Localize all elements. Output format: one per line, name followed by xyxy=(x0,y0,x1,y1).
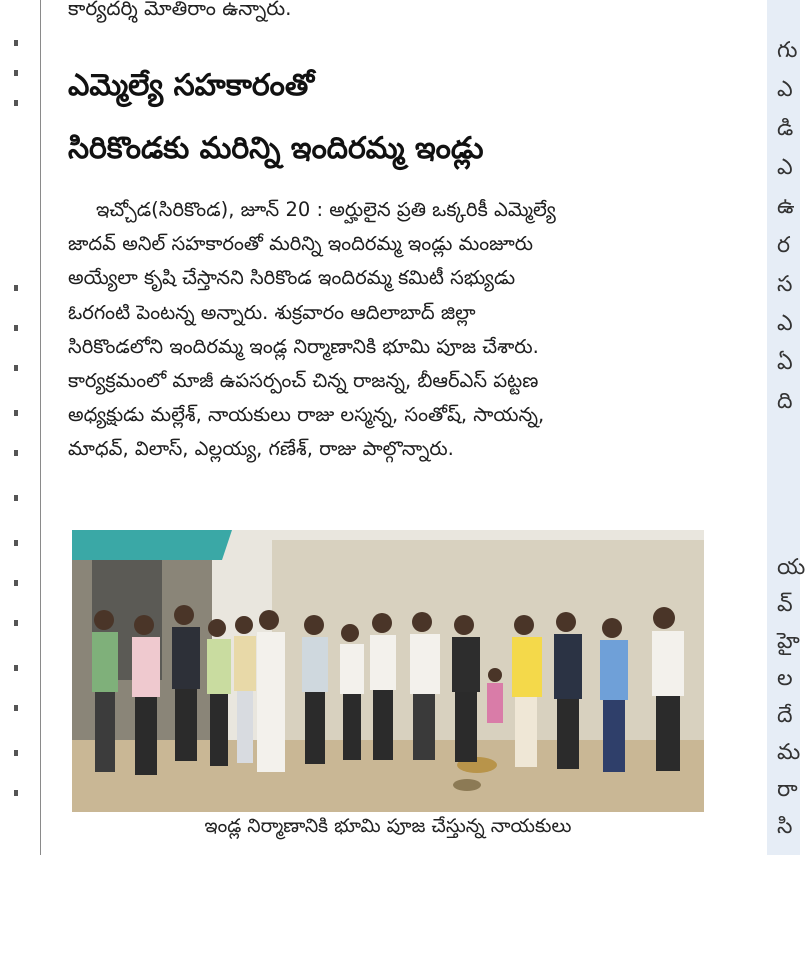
adjacent-fragment: ర xyxy=(777,233,791,258)
adjacent-fragment: వ్ xyxy=(777,592,793,617)
body-line: ఓరగంటి పెంటన్న అన్నారు. శుక్రవారం ఆదిలాబాద్ జిల్లా xyxy=(68,300,476,324)
previous-article-tail: కార్యదర్శి మోతిరాం ఉన్నారు. xyxy=(68,0,292,20)
adjacent-fragment: డి xyxy=(777,116,794,141)
body-line: అధ్యక్షుడు మల్లేశ్, నాయకులు రాజు లస్మన్న, సంతోష్, సాయన్న, xyxy=(68,403,545,427)
adjacent-fragment: ది xyxy=(777,389,793,414)
adjacent-fragment: ఎ xyxy=(777,155,793,180)
gutter-mark xyxy=(14,665,18,671)
adjacent-fragment: దే xyxy=(777,703,793,728)
gutter-mark xyxy=(14,540,18,546)
gutter-mark xyxy=(14,365,18,371)
gutter-mark xyxy=(14,100,18,106)
gutter-mark xyxy=(14,750,18,756)
adjacent-fragment: ఎ xyxy=(777,77,793,102)
gutter-mark xyxy=(14,450,18,456)
body-line: అయ్యేలా కృషి చేస్తానని సిరికొండ ఇందిరమ్మ కమిటీ సభ్యుడు xyxy=(68,266,516,290)
headline-line-2: సిరికొండకు మరిన్ని ఇందిరమ్మ ఇండ్లు xyxy=(68,131,484,166)
gutter-mark xyxy=(14,705,18,711)
gutter-mark xyxy=(14,285,18,291)
gutter-mark xyxy=(14,325,18,331)
gutter-mark xyxy=(14,620,18,626)
adjacent-fragment: రా xyxy=(777,777,798,802)
adjacent-fragment: స xyxy=(777,272,793,297)
photo-scene xyxy=(72,530,704,812)
adjacent-fragment: ఏ xyxy=(777,350,793,375)
article-body xyxy=(68,193,708,467)
adjacent-column xyxy=(767,0,805,855)
gutter-mark xyxy=(14,580,18,586)
news-photo xyxy=(72,530,704,812)
left-column-edge xyxy=(0,0,41,855)
photo-caption: ఇండ్ల నిర్మాణానికి భూమి పూజ చేస్తున్న నాయకులు xyxy=(204,815,572,837)
adjacent-fragment: గు xyxy=(777,38,798,63)
adjacent-fragment: సి xyxy=(777,814,793,839)
gutter-mark xyxy=(14,790,18,796)
body-line: జాదవ్ అనిల్ సహకారంతో మరిన్ని ఇందిరమ్మ ఇండ్లు మంజూరు xyxy=(68,232,534,256)
adjacent-fragment: య xyxy=(777,555,805,580)
gutter-mark xyxy=(14,70,18,76)
adjacent-fragment: హై xyxy=(777,629,800,654)
adjacent-fragment: ఉ xyxy=(777,194,795,219)
body-line: సిరికొండలోని ఇందిరమ్మ ఇండ్ల నిర్మాణానికి భూమి పూజ చేశారు. xyxy=(68,334,539,358)
body-line: ఇచ్చోడ(సిరికొండ), జూన్ 20 : అర్హులైన ప్రతి ఒక్కరికీ ఎమ్మెల్యే xyxy=(96,198,556,221)
adjacent-fragment: ఎ xyxy=(777,311,793,336)
adjacent-fragment: మ xyxy=(777,740,801,765)
headline-line-1: ఎమ్మెల్యే సహకారంతో xyxy=(68,68,315,103)
body-line: కార్యక్రమంలో మాజీ ఉపసర్పంచ్ చిన్న రాజన్న, బీఆర్ఎస్ పట్టణ xyxy=(68,369,539,393)
body-line: మాధవ్, విలాస్, ఎల్లయ్య, గణేశ్, రాజు పాల్గొన్నారు. xyxy=(68,437,454,461)
gutter-mark xyxy=(14,495,18,501)
gutter-mark xyxy=(14,410,18,416)
gutter-mark xyxy=(14,40,18,46)
adjacent-fragment: ల xyxy=(777,666,793,691)
